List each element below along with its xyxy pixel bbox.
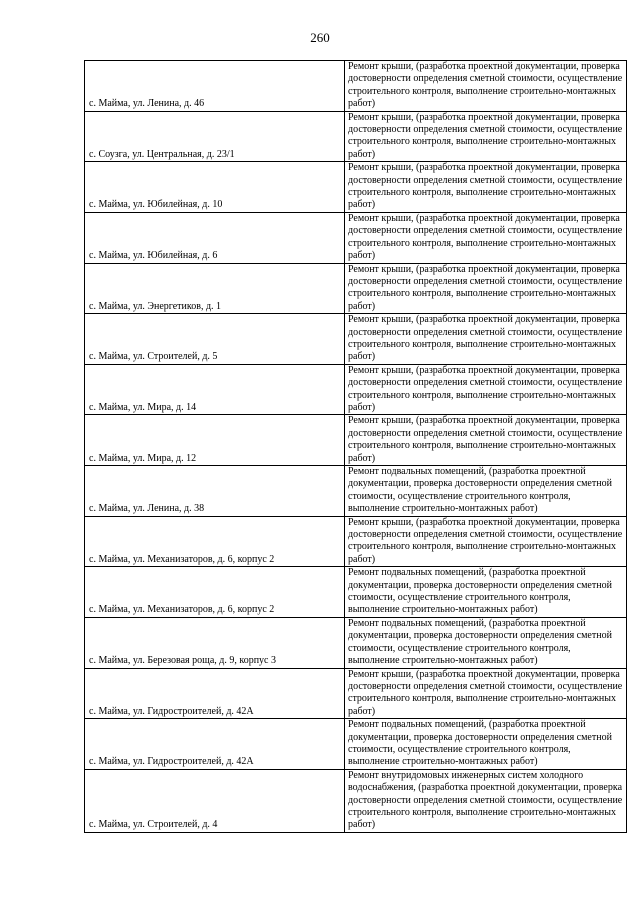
address-cell: с. Майма, ул. Ленина, д. 38: [85, 466, 345, 517]
work-description-cell: Ремонт подвальных помещений, (разработка проектной документации, проверка достоверности определения сметной стоимости, осуществление строительного контроля, выполнение строительно-монтажных работ): [345, 617, 627, 668]
table-row: [85, 415, 627, 466]
table-row: [85, 111, 627, 162]
address-cell: с. Майма, ул. Мира, д. 14: [85, 364, 345, 415]
work-description-cell: Ремонт крыши, (разработка проектной документации, проверка достоверности определения сметной стоимости, осуществление строительного контроля, выполнение строительно-монтажных работ): [345, 212, 627, 263]
address-cell: с. Майма, ул. Березовая роща, д. 9, корпус 3: [85, 617, 345, 668]
address-cell: с. Майма, ул. Юбилейная, д. 6: [85, 212, 345, 263]
table-row: [85, 61, 627, 112]
table-row: [85, 769, 627, 832]
table-row: [85, 466, 627, 517]
table-row: [85, 263, 627, 314]
work-description-cell: Ремонт крыши, (разработка проектной документации, проверка достоверности определения сметной стоимости, осуществление строительного контроля, выполнение строительно-монтажных работ): [345, 314, 627, 365]
table-row: [85, 314, 627, 365]
address-cell: с. Майма, ул. Юбилейная, д. 10: [85, 162, 345, 213]
address-cell: с. Майма, ул. Механизаторов, д. 6, корпус 2: [85, 516, 345, 567]
work-description-cell: Ремонт крыши, (разработка проектной документации, проверка достоверности определения сметной стоимости, осуществление строительного контроля, выполнение строительно-монтажных работ): [345, 415, 627, 466]
work-description-cell: Ремонт внутридомовых инженерных систем холодного водоснабжения, (разработка проектной документации, проверка достоверности определения сметной стоимости, осуществление строительного контроля, выполнение строительно-монтажных работ): [345, 769, 627, 832]
address-cell: с. Соузга, ул. Центральная, д. 23/1: [85, 111, 345, 162]
table-row: [85, 364, 627, 415]
work-description-cell: Ремонт крыши, (разработка проектной документации, проверка достоверности определения сметной стоимости, осуществление строительного контроля, выполнение строительно-монтажных работ): [345, 668, 627, 719]
work-description-cell: Ремонт подвальных помещений, (разработка проектной документации, проверка достоверности определения сметной стоимости, осуществление строительного контроля, выполнение строительно-монтажных работ): [345, 466, 627, 517]
address-cell: с. Майма, ул. Ленина, д. 46: [85, 61, 345, 112]
work-description-cell: Ремонт крыши, (разработка проектной документации, проверка достоверности определения сметной стоимости, осуществление строительного контроля, выполнение строительно-монтажных работ): [345, 516, 627, 567]
work-description-cell: Ремонт крыши, (разработка проектной документации, проверка достоверности определения сметной стоимости, осуществление строительного контроля, выполнение строительно-монтажных работ): [345, 364, 627, 415]
address-cell: с. Майма, ул. Гидростроителей, д. 42А: [85, 668, 345, 719]
work-description-cell: Ремонт крыши, (разработка проектной документации, проверка достоверности определения сметной стоимости, осуществление строительного контроля, выполнение строительно-монтажных работ): [345, 162, 627, 213]
address-cell: с. Майма, ул. Мира, д. 12: [85, 415, 345, 466]
table-row: [85, 668, 627, 719]
table-row: [85, 162, 627, 213]
address-cell: с. Майма, ул. Механизаторов, д. 6, корпус 2: [85, 567, 345, 618]
table-row: [85, 617, 627, 668]
table-row: [85, 212, 627, 263]
works-table: [84, 60, 627, 833]
work-description-cell: Ремонт крыши, (разработка проектной документации, проверка достоверности определения сметной стоимости, осуществление строительного контроля, выполнение строительно-монтажных работ): [345, 61, 627, 112]
page-number: 260: [310, 30, 330, 45]
table-row: [85, 567, 627, 618]
table-row: [85, 719, 627, 770]
work-description-cell: Ремонт подвальных помещений, (разработка проектной документации, проверка достоверности определения сметной стоимости, осуществление строительного контроля, выполнение строительно-монтажных работ): [345, 719, 627, 770]
work-description-cell: Ремонт крыши, (разработка проектной документации, проверка достоверности определения сметной стоимости, осуществление строительного контроля, выполнение строительно-монтажных работ): [345, 263, 627, 314]
address-cell: с. Майма, ул. Строителей, д. 4: [85, 769, 345, 832]
work-description-cell: Ремонт подвальных помещений, (разработка проектной документации, проверка достоверности определения сметной стоимости, осуществление строительного контроля, выполнение строительно-монтажных работ): [345, 567, 627, 618]
address-cell: с. Майма, ул. Гидростроителей, д. 42А: [85, 719, 345, 770]
address-cell: с. Майма, ул. Энергетиков, д. 1: [85, 263, 345, 314]
address-cell: с. Майма, ул. Строителей, д. 5: [85, 314, 345, 365]
table-row: [85, 516, 627, 567]
work-description-cell: Ремонт крыши, (разработка проектной документации, проверка достоверности определения сметной стоимости, осуществление строительного контроля, выполнение строительно-монтажных работ): [345, 111, 627, 162]
